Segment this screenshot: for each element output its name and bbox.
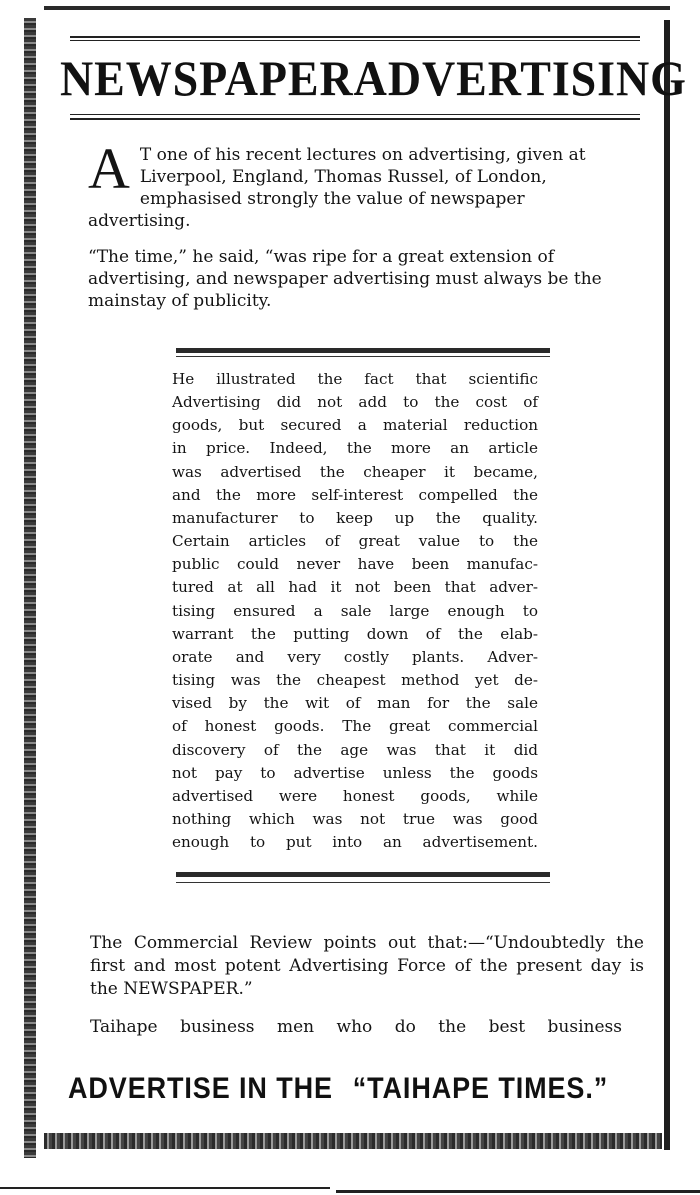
headline-rule-bottom-thin xyxy=(70,114,640,115)
quote-paragraph: “The time,” he said, “was ripe for a great extension of advertising, and newspaper advertising must always be the mainstay of publicity. xyxy=(88,247,602,311)
box-rule-bottom-thin xyxy=(176,882,550,883)
boxed-line: not pay to advertise unless the goods xyxy=(172,763,538,782)
boxed-line: tured at all had it not been that adver- xyxy=(172,578,538,597)
intro-text: T one of his recent lectures on advertising, given at Liverpool, England, Thomas Russel, of London, emphasised strongly the value of newspaper advertising. xyxy=(88,145,586,231)
cta-prefix: ADVERTISE IN THE xyxy=(68,1072,333,1105)
review-paragraph: The Commercial Review points out that:—“Undoubtedly the first and most potent Advertising Force of the present day is the NEWSPAPER.” xyxy=(90,933,644,999)
boxed-line: orate and very costly plants. Adver- xyxy=(172,647,538,666)
boxed-line: of honest goods. The great commercial xyxy=(172,717,538,736)
cta-paper-name: “TAIHAPE TIMES.” xyxy=(352,1072,609,1105)
intro-paragraph xyxy=(88,136,622,232)
boxed-line: in price. Indeed, the more an article xyxy=(172,439,538,458)
boxed-line: and the more self-interest compelled the xyxy=(172,485,538,504)
headline-right: ADVERTISING xyxy=(353,50,687,106)
left-border xyxy=(24,18,36,1158)
headline-rule-bottom xyxy=(70,118,640,120)
headline-rule-top xyxy=(70,36,640,38)
boxed-line: public could never have been manufac- xyxy=(172,555,538,574)
boxed-line: warrant the putting down of the elab- xyxy=(172,624,538,643)
box-rule-top-thin xyxy=(176,356,550,357)
boxed-line: tising ensured a sale large enough to xyxy=(172,601,538,620)
footer-rule-right xyxy=(336,1190,700,1193)
boxed-line: discovery of the age was that it did xyxy=(172,740,538,759)
boxed-line: nothing which was not true was good xyxy=(172,809,538,828)
right-border xyxy=(664,20,670,1150)
headline-rule-top-thin xyxy=(70,40,640,41)
boxed-paragraph xyxy=(172,368,538,854)
drop-cap: A xyxy=(88,136,130,201)
top-rule xyxy=(44,6,670,10)
boxed-line: enough to put into an advertisement. xyxy=(172,833,538,852)
taihape-line: Taihape business men who do the best business xyxy=(90,1017,622,1037)
boxed-line: Advertising did not add to the cost of xyxy=(172,393,538,412)
boxed-line: Certain articles of great value to the xyxy=(172,532,538,551)
headline-left: NEWSPAPER xyxy=(60,50,354,106)
boxed-line: goods, but secured a material reduction xyxy=(172,416,538,435)
footer-rule-left xyxy=(0,1187,330,1189)
boxed-line: was advertised the cheaper it became, xyxy=(172,462,538,481)
boxed-line: vised by the wit of man for the sale xyxy=(172,694,538,713)
boxed-line: He illustrated the fact that scientific xyxy=(172,370,538,388)
call-to-action xyxy=(68,1066,608,1112)
boxed-line: manufacturer to keep up the quality. xyxy=(172,508,538,527)
boxed-line: advertised were honest goods, while xyxy=(172,786,538,805)
headline xyxy=(60,48,687,108)
box-rule-top xyxy=(176,348,550,353)
bottom-border xyxy=(44,1133,662,1149)
boxed-line: tising was the cheapest method yet de- xyxy=(172,671,538,690)
box-rule-bottom xyxy=(176,872,550,877)
